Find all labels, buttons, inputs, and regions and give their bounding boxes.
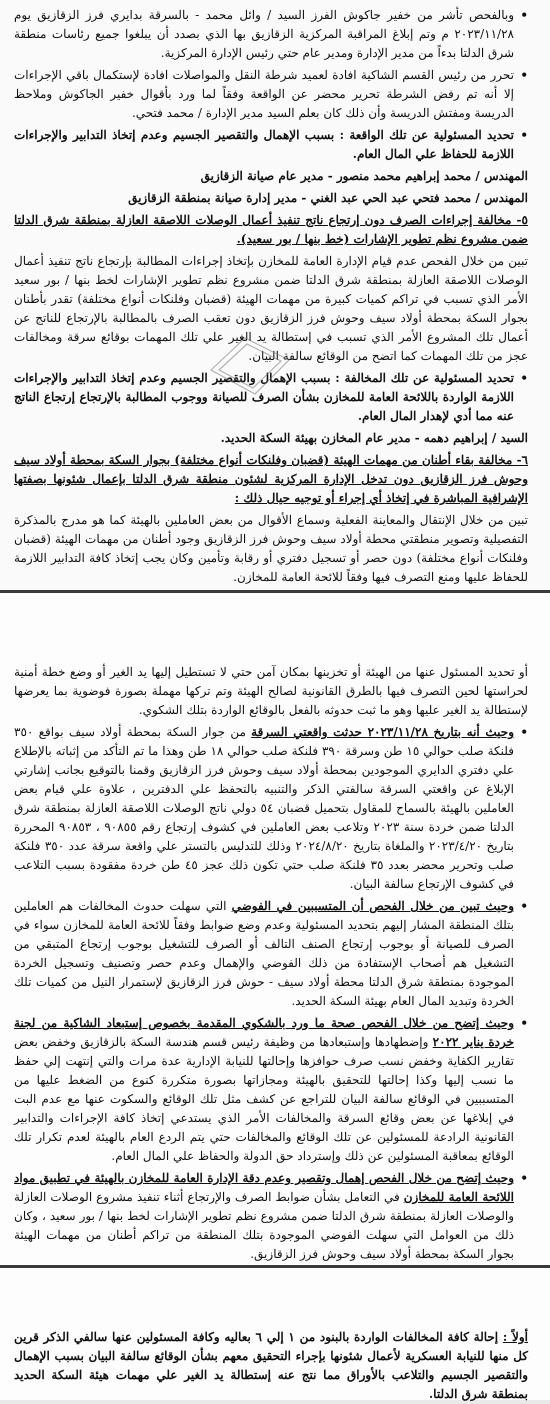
bullet: •: [520, 8, 528, 22]
document-page-2: [0, 593, 550, 1265]
responsible-name-1: المهندس / محمد إبراهيم محمد منصور - مدير عام صيانة الزقازيق: [200, 169, 528, 183]
bullet: •: [520, 725, 528, 739]
fact-text: في التعامل بشأن ضوابط الصرف والإرتجاع أثناء تنفيذ مشروع الوصلات العازلة والوصلات العازلة بمنطقة شرق الدلتا ضمن مشروع نظم تطوير الإشارات لخط بنها / بور سعيد ، وكان ذلك من العوامل التي سهلت الفوضي الموجودة بتلك المنطقة من تراكم أطنان من مهمات الهيئة بجوار السكة بمحطة أولاد سيف وحوش فرز الزقازيق.: [14, 1190, 514, 1261]
fact-lead: وحيث أنه بتاريخ ٢٠٢٣/١١/٢٨ حدثت واقعتي السرقة: [251, 725, 514, 739]
fact-lead: وحيث إتضح من خلال الفحص إهمال وتقصير وعدم دقة الإدارة العامة للمخازن بالهيئة في تطبيق مواد اللائحة العامة للمخازن: [14, 1171, 514, 1204]
paragraph-text: تحرر من رئيس القسم الشاكية افادة لعميد شرطة النقل والمواصلات افادة لإستكمال باقي الإجراءات إلا أنه تم رفض الشرطة تحرير محضر عن الواقعة وفقاً لما ورد بأقوال خفير الجاكوش وملاحظ الدريسة ومفتش الدريسة وأن ذلك كان بعلم السيد مدير الإدارة / محمد فتحي.: [14, 68, 514, 120]
responsible-name-3: السيد / إبراهيم دهمه - مدير عام المخازن بهيئة السكة الحديد.: [220, 431, 528, 445]
paragraph-text: وبالفحص تأشر من خفير جاكوش الفرز السيد / وائل محمد - بالسرقة بدايري فرز الزقازيق يوم ٢٠٢٣/١١/٢٨ م وتم إبلاغ المراقبة المركزية الزقازيق بها الذي بصدد أن يبلغوا جميع رئاسات منطقة شرق الدلتا بدءاً من مدير الإدارة ومدير عام حتي رئيس الإدارة المركزية.: [14, 8, 514, 60]
fact-text: وإضطهادها وإستبعادها من وظيفة رئيس قسم هندسة السكة بالزقازيق وخفض بعض تقارير الكفاية وخفض نسب صرف حوافزها وإحالتها للنيابة الإدارية عدة مرات والتي إنتهت إلي حفظ ما نسب إليها وكذا إحالتها للتحقيق بالهيئة ومجازاتها بصورة متكررة كنوع من الضغط عليها من المتسببين في الوقائع سالفة البيان للتراجع عن كشف مثل تلك الوقائع والسكوت عنها مع عدم البت في إبلاغها عن بعض وقائع السرقة والمخالفات الأمر الذي يستدعي إتخاذ كافة الإجراءات والتدابير القانونية الرادعة للمسئولين عن تلك الوقائع والمخالفات حتي يتم الردع العام بالهيئة لعدم تكرار تلك الوقائع بمعاقبة المسئولين عن ذلك وإسترداد حق الدولة والحفاظ علي المال العام.: [14, 1035, 514, 1163]
paragraph-text: تحديد المسئولية عن تلك المخالفة : بسبب الإهمال والتقصير الجسيم وعدم إتخاذ التدابير والإجراءات اللازمة الواردة باللائحة العامة للمخازن بشأن الصرف للصيانة ووجوب المطالبة بالإرتجاع إرتجاع الناتج عنه مما أدي لإهدار المال العام.: [14, 371, 514, 423]
paragraph-responsibility: [14, 126, 528, 164]
fact-stores: [14, 1169, 528, 1264]
decision-label: أولاً :: [502, 1330, 528, 1344]
decision-first: [14, 1328, 528, 1404]
responsible-name-2: المهندس / محمد فتحي عبد الحي عبد الغني - مدير إدارة صيانة بمنطقة الزقازيق: [128, 191, 528, 205]
violation-6-heading: ٦- مخالفة بقاء أطنان من مهمات الهيئة (قضبان وفلنكات أنواع مختلفة) بجوار السكة بمحطة أولاد سيف وحوش فرز الزقازيق دون تدخل الإدارة المركزية لشئون منطقة شرق الدلتا بإعمال شئونها بصفتها الإشرافية المباشرة في إتخاذ أي إجراء أو توجيه حيال ذلك :: [14, 453, 528, 505]
paragraph-theft-report: [14, 6, 528, 63]
paragraph-intro: أو تحديد المسئول عنها من الهيئة أو تخزينها بمكان آمن حتي لا تستطيل إليها يد الغير أو وضع خطة أمنية لحراستها لحين التصرف فيها بالطرق القانونية لصالح الهيئة وتم تركها مهملة بصورة فوضوية بما يعرضها لإستطالة يد الغير عليها وهو ما ثبت حدوثه بالفعل بالوقائع الواردة بتلك الشكوي.: [14, 665, 528, 717]
bullet: •: [520, 68, 528, 82]
paragraph-police-memo: [14, 66, 528, 123]
bullet: •: [520, 128, 528, 142]
fact-chaos: [14, 897, 528, 1011]
decision-text: إحالة كافة المخالفات الواردة بالبنود من ١ إلي ٦ بعاليه وكافة المسئولين عنها سالفي الذكر قرين كل منها للنيابة العسكرية لأعمال شئونها بإجراء التحقيق معهم بشأن الوقائع سالفة البيان بسبب الإهمال والتقصير الجسيم والتلاعب بالأوراق مما نتج عنه إستطالة يد الغير علي مهمات هيئة السكة الحديد بمنطقة شرق الدلتا.: [14, 1330, 528, 1401]
bullet: •: [520, 371, 528, 385]
paragraph-text: تحديد المسئولية عن تلك الواقعة : بسبب الإهمال والتقصير الجسيم وعدم إتخاذ التدابير والإجراءات اللازمة للحفاظ علي المال العام.: [14, 128, 514, 161]
bullet: •: [520, 1171, 528, 1185]
fact-theft-date: [14, 723, 528, 894]
faded-stamp-icon: [205, 330, 295, 400]
fact-lead: وحيث تبين من خلال الفحص أن المتسببين في الفوضي: [231, 899, 514, 913]
fact-text: التي سهلت حدوث المخالفات هم العاملين بتلك المنطقة المشار إليهم بتحديد المسئولية وعدم وضع ضوابط وفقاً للائحة العامة للمخازن سواء في الصرف للصيانة أو بوجوب إرتجاع الصنف التالف أو الصرف للتشغيل بوجوب إرتجاع المتبقي من التشغيل هم أصحاب الإستفادة من ذلك الفوضي والإهمال وعدم حصر وتصنيف وتسجيل الخردة الموجودة بمنطقة شرق الدلتا محطة أولاد سيف - حوش فرز الزقازيق لإستمرار النيل من كميات تلك الخردة وتبديد المال العام بهيئة السكة الحديد.: [14, 899, 514, 1008]
fact-complaint: [14, 1014, 528, 1166]
violation-5-heading: ٥- مخالفة إجراءات الصرف دون إرتجاع ناتج تنفيذ أعمال الوصلات اللاصقة العازلة بمنطقة شرق الدلتا ضمن مشروع نظم تطوير الإشارات (خط بنها / بور سعيد).: [14, 213, 528, 246]
document-page-1: [0, 0, 550, 590]
violation-6-body: تبين من خلال الإنتقال والمعاينة الفعلية وسماع الأقوال من بعض العاملين بالهيئة كما هو مدرج بالمذكرة التفصيلية وتصوير منطقتي محطة أولاد سيف وحوش فرز الزقازيق وجود أطنان من مهمات الهيئة (قضبان وفلنكات أنواع مختلفة) دون حصر أو تسجيل دفتري أو رقابة وتأمين وكان يجب إتخاذ كافة التدابير اللازمة للحفاظ عليها ومنع التصرف فيها وفقاً للائحة العامة للمخازن.: [14, 513, 528, 584]
document-page-3: [0, 1268, 550, 1400]
bullet: •: [520, 899, 528, 913]
bullet: •: [520, 1016, 528, 1030]
fact-lead: وحيث إتضح من خلال الفحص صحة ما ورد بالشكوي المقدمة بخصوص إستبعاد الشاكية من لجنة خردة يناير ٢٠٢٢: [14, 1016, 515, 1049]
violation-5-body: تبين من خلال الفحص عدم قيام الإدارة العامة للمخازن بإتخاذ إجراءات المطالبة بإرتجاع ناتج تنفيذ أعمال الوصلات اللاصقة العازلة بمنطقة شرق الدلتا ضمن مشروع نظم تطوير الإشارات لخط بنها / بور سعيد الأمر الذي تسبب في تراكم كميات كبيرة من مهمات الهيئة (قضبان وفلنكات أنواع مختلفة) تقدر بأطنان بجوار السكة بمحطة أولاد سيف وحوش فرز الزقازيق دون تعقب الصرف بالمطالبة بالإرتجاع للناتج عن أعمال تلك المشروع الأمر الذي تسبب في إستطالة يد الغير علي تلك المهمات بوقائع سرقة ومخالفات عجز من تلك المهمات كما اتضح من الوقائع سالفة البيان.: [14, 254, 528, 363]
fact-text: من جوار السكة بمحطة أولاد سيف بواقع ٣٥٠ فلنكة صلب حوالي ١٥ طن وسرقة ٣٩٠ فلنكة صلب حوالي ١٨ طن وهذا ما تم التأكد من إثباته بالإطلاع علي دفتري الدايري الموجودين بمحطة أولاد سيف وحوش فرز الزقازيق وقمنا بالتوقيع بجانب إشارتي الإبلاغ عن واقعتي السرقة سالفتي الذكر والتنبيه بالتحفظ علي الدفترين ، علاوة علي قيام بعض العاملين بالهيئة بالسماح للمقاول بتحميل قضبان ٥٤ دولي ناتج الوصلات اللاصقة العازلة بمنطقة شرق الدلتا ضمن خردة سنة ٢٠٢٣ وتلاعب بعض العاملين في كشوف إرتجاع رقم ٩٠٨٥٥ ، ٩٠٨٥٣ المحررة بتاريخ ٢٠٢٣/٤/٢٠ والملغاة بتاريخ ٢٠٢٤/٨/٢٠ وذلك للتدليس بالتستر علي واقعة سرقة عدد ٣٥٠ فلنكة صلب وتحرير محضر بعدد ٣٥ فلنكة صلب حتي تكون ذلك عجز ٤٥ طن خردة مفقودة بسبب التلاعب في كشوف الإرتجاع سالفة البيان.: [14, 725, 515, 891]
